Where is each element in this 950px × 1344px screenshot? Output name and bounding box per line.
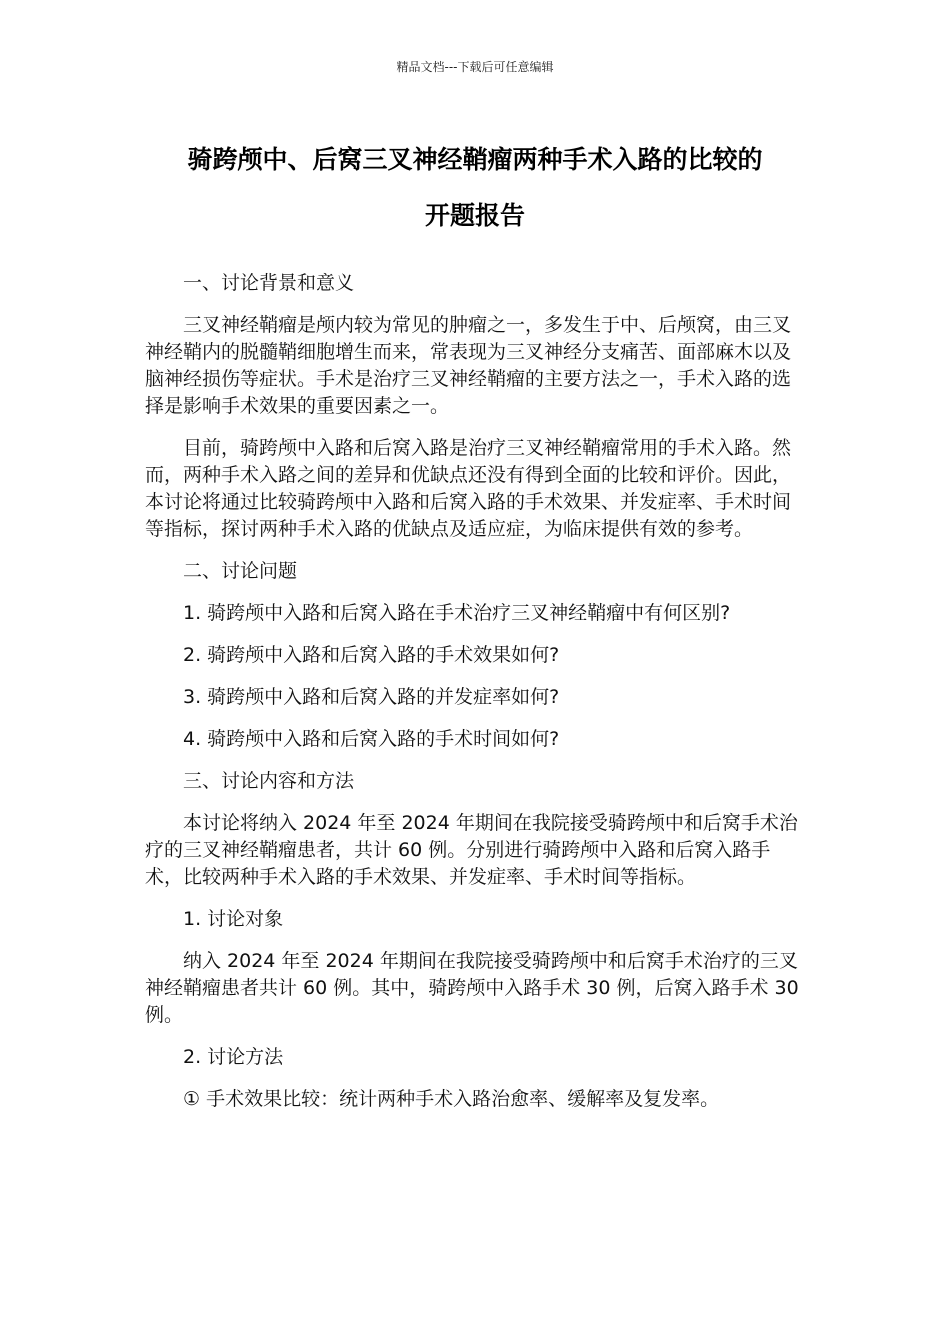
paragraph-methods-intro: 本讨论将纳入 2024 年至 2024 年期间在我院接受骑跨颅中和后窝手术治疗的三叉神经鞘瘤患者，共计 60 例。分别进行骑跨颅中入路和后窝入路手术，比较两种手术入路的手术效果、并发症率、手术时间等指标。 — [145, 812, 798, 888]
subheading-subjects: 1. 讨论对象 — [183, 908, 284, 930]
header-note: 精品文档---下载后可任意编辑 — [396, 60, 554, 74]
question-item-2: 2. 骑跨颅中入路和后窝入路的手术效果如何? — [183, 644, 560, 666]
document-body — [145, 270, 807, 1128]
paragraph-background-2: 目前，骑跨颅中入路和后窝入路是治疗三叉神经鞘瘤常用的手术入路。然而，两种手术入路之间的差异和优缺点还没有得到全面的比较和评价。因此，本讨论将通过比较骑跨颅中入路和后窝入路的手术效果、并发症率、手术时间等指标，探讨两种手术入路的优缺点及适应症，为临床提供有效的参考。 — [145, 437, 792, 540]
question-item-1: 1. 骑跨颅中入路和后窝入路在手术治疗三叉神经鞘瘤中有何区别? — [183, 602, 731, 624]
document-title — [120, 132, 830, 244]
section-heading-background: 一、讨论背景和意义 — [183, 272, 355, 294]
paragraph-background-1: 三叉神经鞘瘤是颅内较为常见的肿瘤之一，多发生于中、后颅窝，由三叉神经鞘内的脱髓鞘细胞增生而来，常表现为三叉神经分支痛苦、面部麻木以及脑神经损伤等症状。手术是治疗三叉神经鞘瘤的主要方法之一，手术入路的选择是影响手术效果的重要因素之一。 — [145, 314, 792, 417]
question-item-4: 4. 骑跨颅中入路和后窝入路的手术时间如何? — [183, 728, 560, 750]
title-line-1: 骑跨颅中、后窝三叉神经鞘瘤两种手术入路的比较的 — [187, 145, 763, 174]
section-heading-methods: 三、讨论内容和方法 — [183, 770, 355, 792]
method-item-1: ① 手术效果比较：统计两种手术入路治愈率、缓解率及复发率。 — [183, 1088, 720, 1110]
section-heading-questions: 二、讨论问题 — [183, 560, 298, 582]
paragraph-subjects: 纳入 2024 年至 2024 年期间在我院接受骑跨颅中和后窝手术治疗的三叉神经鞘瘤患者共计 60 例。其中，骑跨颅中入路手术 30 例，后窝入路手术 30 例。 — [145, 950, 799, 1026]
subheading-methods: 2. 讨论方法 — [183, 1046, 284, 1068]
question-item-3: 3. 骑跨颅中入路和后窝入路的并发症率如何? — [183, 686, 560, 708]
title-line-2: 开题报告 — [424, 201, 525, 230]
